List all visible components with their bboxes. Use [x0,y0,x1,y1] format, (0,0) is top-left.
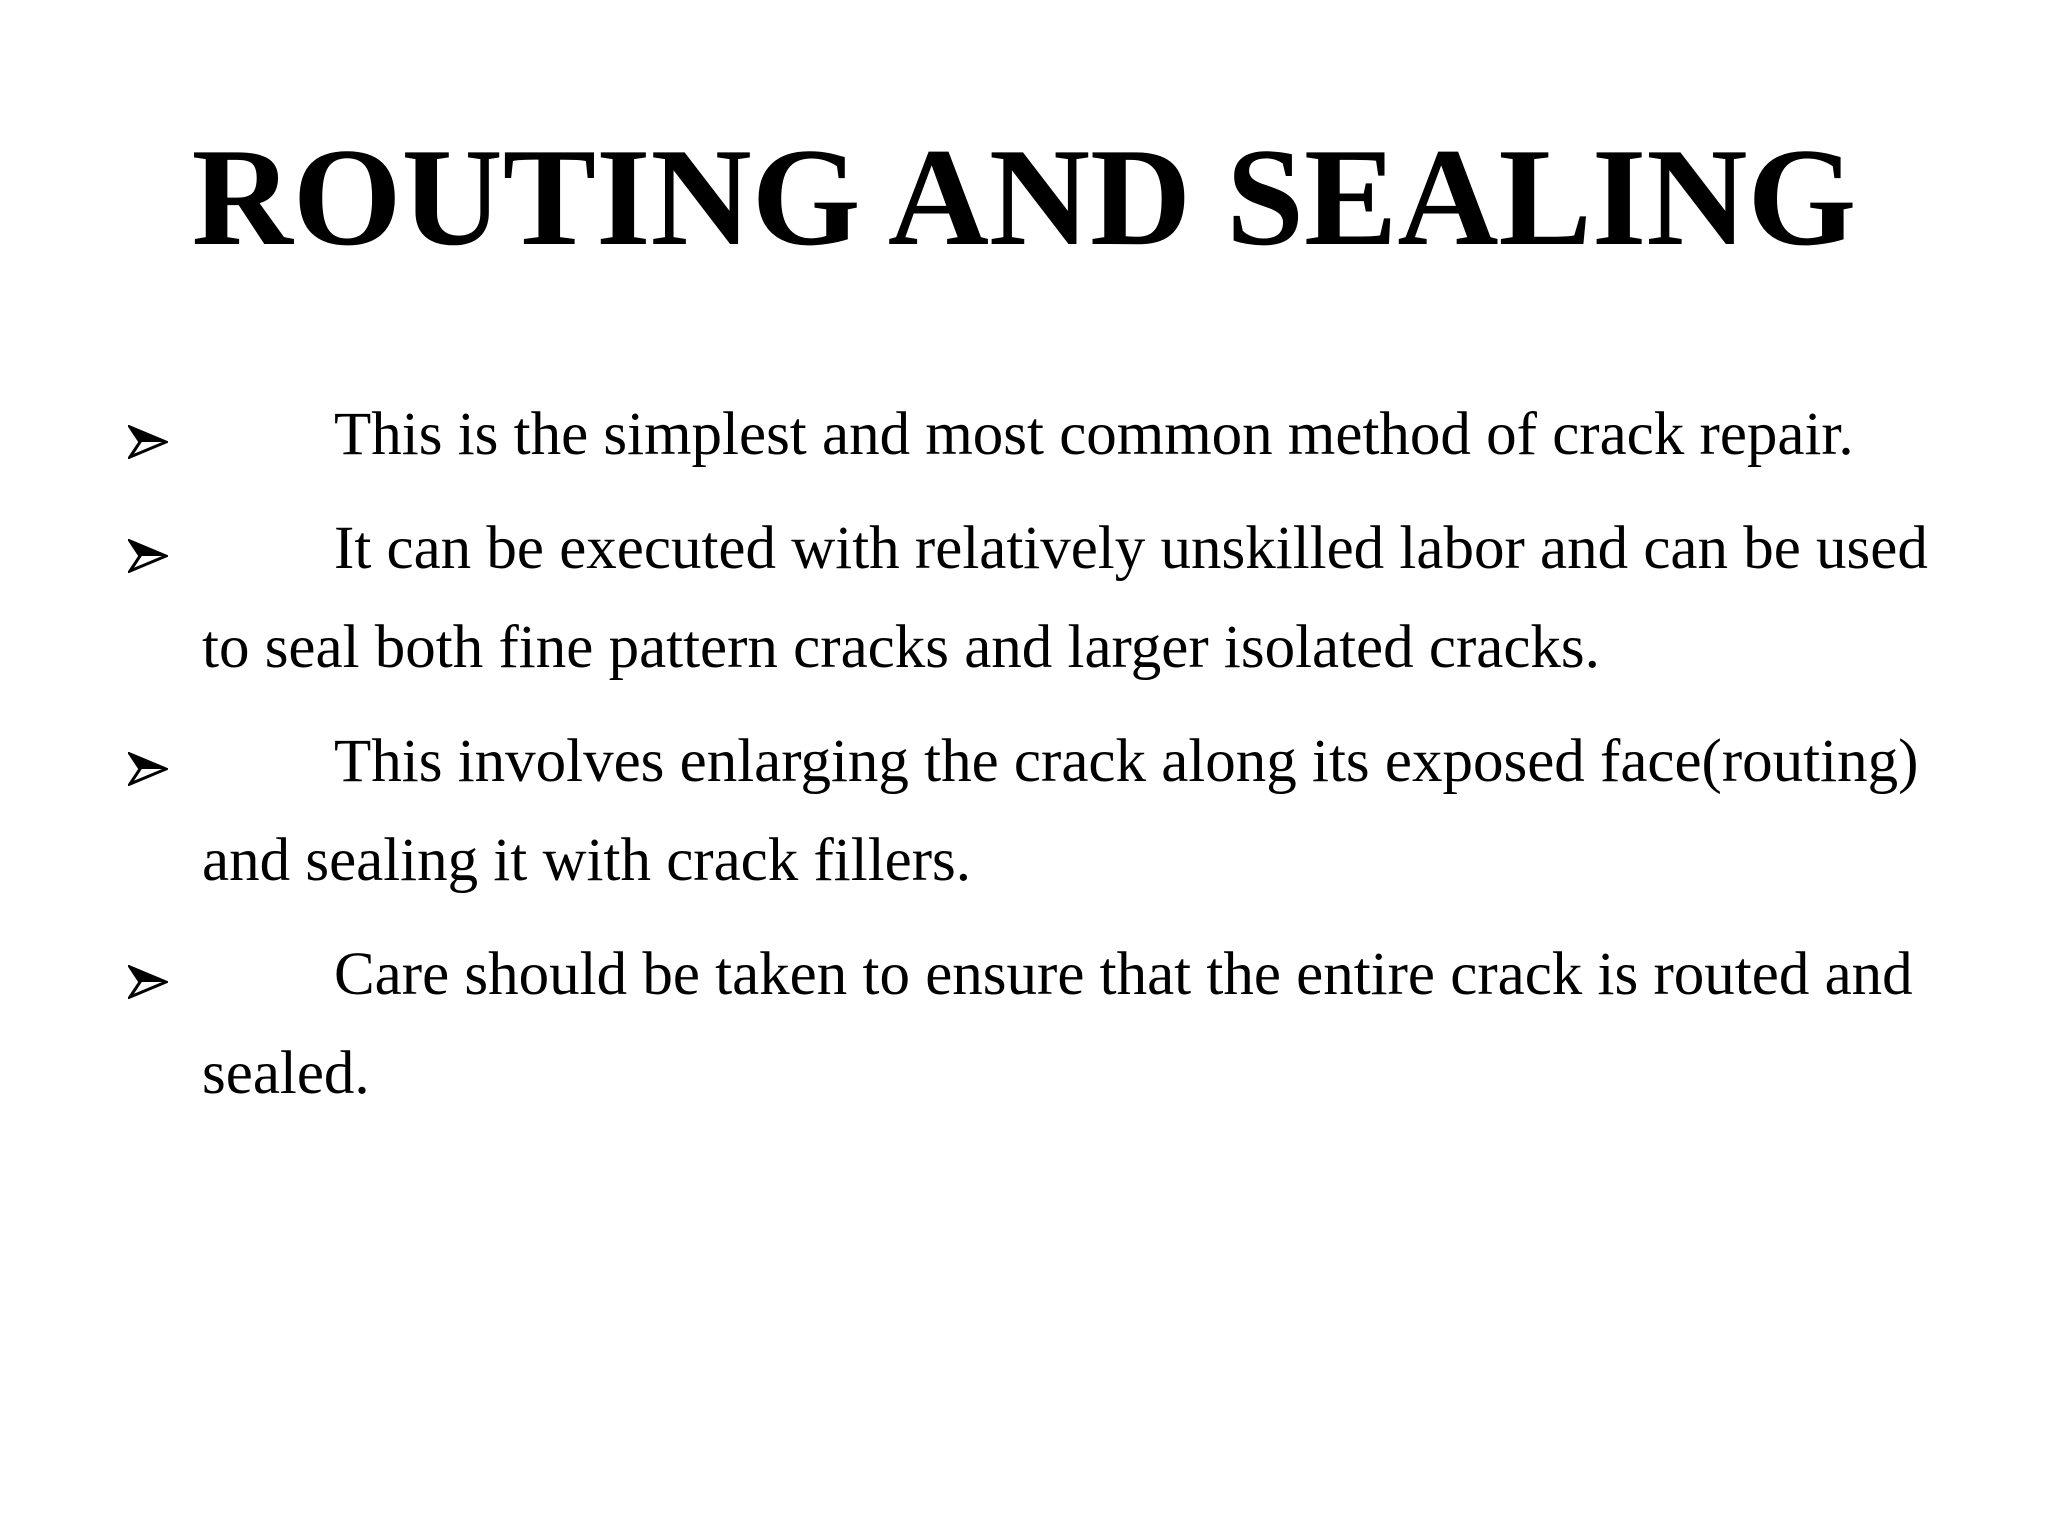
bullet-list [128,385,1928,1138]
bullet-text: This is the simplest and most common method of crack repair. [334,401,1854,468]
bullet-text: Care should be taken to ensure that the entire crack is routed and sealed. [202,941,1913,1107]
arrowhead-bullet-icon [128,965,168,999]
bullet-text: It can be executed with relatively unskilled labor and can be used to seal both fine pattern cracks and larger isolated cracks. [202,515,1928,681]
bullet-item [128,385,1928,484]
arrowhead-bullet-icon [128,539,168,573]
arrowhead-bullet-icon [128,752,168,786]
bullet-item [128,499,1928,697]
bullet-text: This involves enlarging the crack along its exposed face(routing) and sealing it with crack fillers. [202,728,1919,894]
bullet-item [128,925,1928,1123]
slide-title: ROUTING AND SEALING [191,120,1857,275]
bullet-item [128,712,1928,910]
arrowhead-bullet-icon [128,425,168,459]
